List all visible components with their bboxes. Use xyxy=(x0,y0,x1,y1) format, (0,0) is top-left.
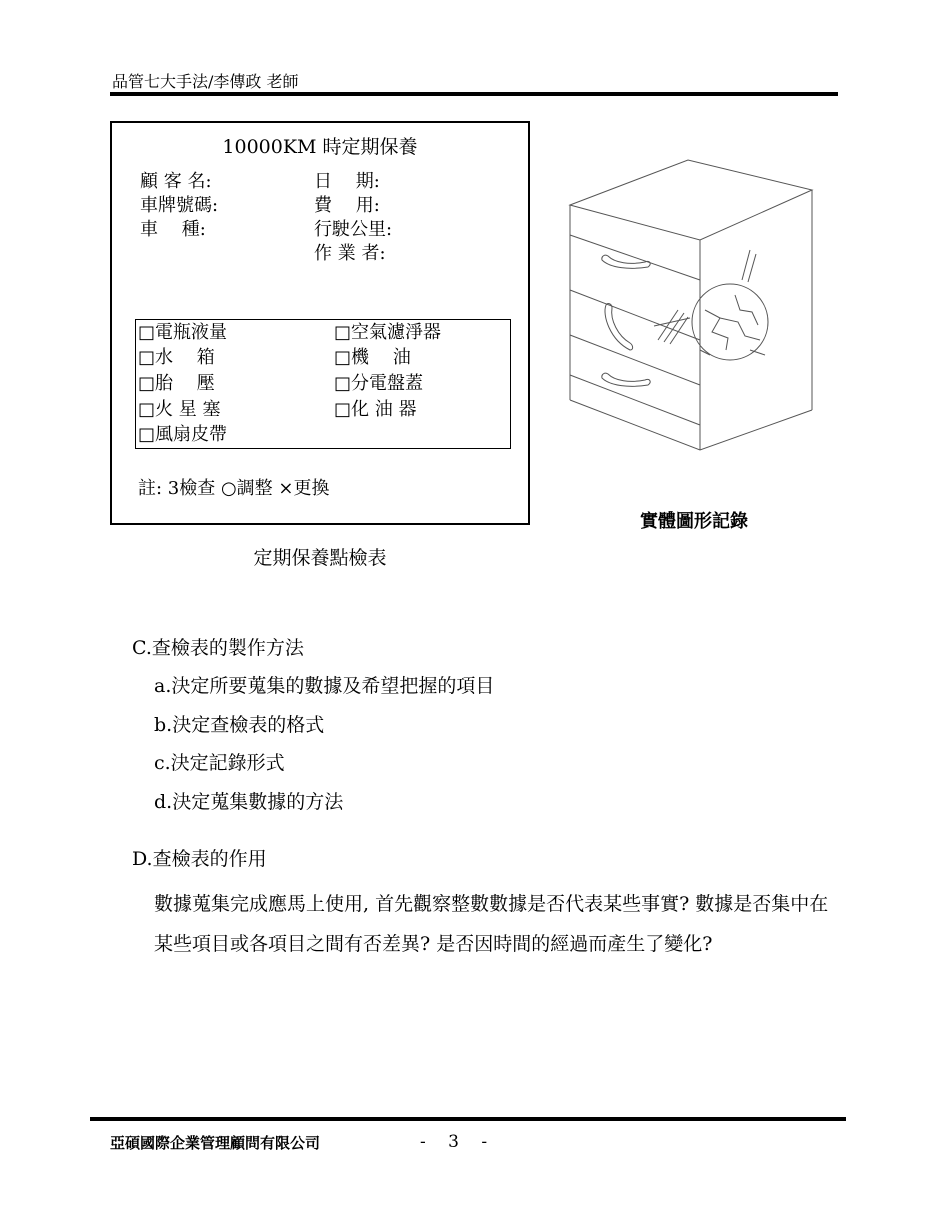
list-item: d.決定蒐集數據的方法 xyxy=(154,791,344,813)
section-d-heading: D.查檢表的作用 xyxy=(132,848,267,870)
header-rule xyxy=(110,92,838,96)
checklist-item: □化 油 器 xyxy=(334,399,417,420)
form-caption: 定期保養點檢表 xyxy=(253,547,387,569)
form-title: 10000KM 時定期保養 xyxy=(222,136,418,158)
section-c-heading: C.查檢表的製作方法 xyxy=(132,637,304,659)
checklist-item: □電瓶液量 xyxy=(138,322,228,343)
list-item: b.決定查檢表的格式 xyxy=(154,714,325,736)
maintenance-form xyxy=(110,121,530,525)
field-operator: 作 業 者: xyxy=(314,243,386,264)
checklist-box xyxy=(135,319,511,449)
section-d-paragraph: 數據蒐集完成應馬上使用, 首先觀察整數數據是否代表某些事實? 數據是否集中在某些項目或各項目之間有否差異? 是否因時間的經過而產生了變化? xyxy=(154,893,829,955)
field-date: 日 期: xyxy=(314,171,380,192)
field-cost: 費 用: xyxy=(314,195,380,216)
header-title: 品管七大手法/李傳政 老師 xyxy=(112,72,299,91)
page-number: - 3 - xyxy=(420,1132,488,1152)
drawing-caption: 實體圖形記錄 xyxy=(640,511,748,532)
field-customer-name: 顧 客 名: xyxy=(140,171,212,192)
field-plate-number: 車牌號碼: xyxy=(140,195,219,216)
footer-company: 亞碩國際企業管理顧問有限公司 xyxy=(110,1134,321,1152)
field-car-type: 車 種: xyxy=(140,219,206,240)
checklist-item: □空氣濾淨器 xyxy=(334,322,442,343)
checklist-item: □水 箱 xyxy=(138,347,215,368)
form-note: 註: 3檢查 ○調整 ×更換 xyxy=(138,478,330,499)
checklist-item: □火 星 塞 xyxy=(138,399,221,420)
checklist-item: □分電盤蓋 xyxy=(334,373,424,394)
footer-rule xyxy=(90,1117,846,1121)
list-item: a.決定所要蒐集的數據及希望把握的項目 xyxy=(154,675,495,697)
cabinet-sketch xyxy=(560,150,820,480)
checklist-item: □胎 壓 xyxy=(138,373,215,394)
checklist-item: □機 油 xyxy=(334,347,411,368)
list-item: c.決定記錄形式 xyxy=(154,752,285,774)
field-mileage: 行駛公里: xyxy=(314,219,393,240)
checklist-item: □風扇皮帶 xyxy=(138,424,228,445)
